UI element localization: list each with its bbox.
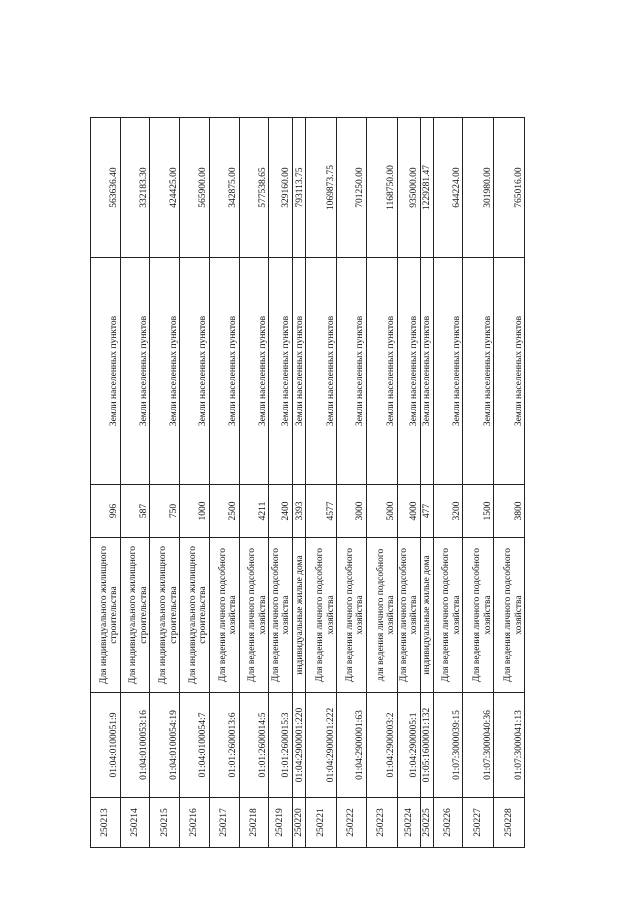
table-row [337,118,367,848]
permitted-use-cell: Для ведения личного подсобного хозяйства [209,538,239,693]
cadastral-number-cell: 01:04:2900001:222 [306,693,337,798]
area-cell: 1000 [180,485,210,538]
cadastral-number-cell: 01:04:2900001:63 [337,693,367,798]
cadastral-value-cell: 301980.00 [463,118,494,258]
row-number-cell: 250215 [150,798,180,848]
cadastral-value-cell: 342875.00 [209,118,239,258]
row-number-cell: 250222 [337,798,367,848]
row-number-cell: 250213 [91,798,121,848]
permitted-use-cell: Для индивидуального жилищного строительства [150,538,180,693]
cadastral-value-cell: 577538.65 [239,118,269,258]
table-body [91,118,525,848]
area-cell: 3393 [292,485,306,538]
cadastral-value-cell: 765016.00 [494,118,525,258]
table-row [292,118,306,848]
row-number-cell: 250220 [292,798,306,848]
row-number-cell: 250221 [306,798,337,848]
row-number-cell: 250223 [366,798,397,848]
cadastral-number-cell: 01:04:2900001:220 [292,693,306,798]
permitted-use-cell: для ведения личного подсобного хозяйства [366,538,397,693]
cadastral-number-cell: 01:04:0100054:19 [150,693,180,798]
land-category-cell: Земли населенных пунктов [150,258,180,485]
permitted-use-cell: Для ведения личного подсобного хозяйства [269,538,292,693]
table-row [433,118,463,848]
table-row [150,118,180,848]
row-number-cell: 250227 [463,798,494,848]
cadastral-value-cell: 1229281.47 [420,118,433,258]
row-number-cell: 250217 [209,798,239,848]
table-row [366,118,397,848]
table-row [420,118,433,848]
table-row [306,118,337,848]
cadastral-value-cell: 1168750.00 [366,118,397,258]
permitted-use-cell: Для индивидуального жилищного строительства [120,538,150,693]
row-number-cell: 250224 [397,798,420,848]
table-row [269,118,292,848]
cadastral-number-cell: 01:07:3000039:15 [433,693,463,798]
permitted-use-cell: Для ведения личного подсобного хозяйства [463,538,494,693]
row-number-cell: 250226 [433,798,463,848]
area-cell: 4211 [239,485,269,538]
area-cell: 1500 [463,485,494,538]
cadastral-number-cell: 01:07:3000041:13 [494,693,525,798]
cadastral-number-cell: 01:04:0100054:7 [180,693,210,798]
table-row [91,118,121,848]
land-category-cell: Земли населенных пунктов [337,258,367,485]
land-category-cell: Земли населенных пунктов [209,258,239,485]
permitted-use-cell: Для ведения личного подсобного хозяйства [306,538,337,693]
land-plots-table [90,117,525,848]
row-number-cell: 250228 [494,798,525,848]
cadastral-value-cell: 935000.00 [397,118,420,258]
area-cell: 3000 [337,485,367,538]
land-category-cell: Земли населенных пунктов [306,258,337,485]
area-cell: 996 [91,485,121,538]
cadastral-number-cell: 01:01:2600013:6 [209,693,239,798]
land-category-cell: Земли населенных пунктов [494,258,525,485]
cadastral-value-cell: 701250.00 [337,118,367,258]
permitted-use-cell: Для ведения личного подсобного хозяйства [337,538,367,693]
land-category-cell: Земли населенных пунктов [366,258,397,485]
row-number-cell: 250216 [180,798,210,848]
permitted-use-cell: Для индивидуального жилищного строительства [91,538,121,693]
land-category-cell: Земли населенных пунктов [180,258,210,485]
area-cell: 4577 [306,485,337,538]
cadastral-value-cell: 565900.00 [180,118,210,258]
cadastral-value-cell: 644224.00 [433,118,463,258]
cadastral-value-cell: 1069873.75 [306,118,337,258]
cadastral-number-cell: 01:07:3000040:36 [463,693,494,798]
permitted-use-cell: Для индивидуального жилищного строительства [180,538,210,693]
land-category-cell: Земли населенных пунктов [292,258,306,485]
row-number-cell: 250218 [239,798,269,848]
permitted-use-cell: Для ведения личного подсобного хозяйства [494,538,525,693]
area-cell: 3800 [494,485,525,538]
cadastral-number-cell: 01:04:0100051:9 [91,693,121,798]
permitted-use-cell: Для ведения личного подсобного хозяйства [397,538,420,693]
area-cell: 5000 [366,485,397,538]
cadastral-number-cell: 01:04:2900005:1 [397,693,420,798]
land-category-cell: Земли населенных пунктов [269,258,292,485]
land-category-cell: Земли населенных пунктов [420,258,433,485]
table-row [463,118,494,848]
area-cell: 4000 [397,485,420,538]
row-number-cell: 250225 [420,798,433,848]
land-category-cell: Земли населенных пунктов [91,258,121,485]
area-cell: 2400 [269,485,292,538]
cadastral-value-cell: 563636.40 [91,118,121,258]
table-row [209,118,239,848]
rotated-table-container [90,118,525,848]
table-row [239,118,269,848]
table-row [120,118,150,848]
cadastral-number-cell: 01:05:1600001:132 [420,693,433,798]
table-row [494,118,525,848]
area-cell: 477 [420,485,433,538]
cadastral-value-cell: 329160.00 [269,118,292,258]
land-category-cell: Земли населенных пунктов [239,258,269,485]
land-category-cell: Земли населенных пунктов [433,258,463,485]
land-category-cell: Земли населенных пунктов [397,258,420,485]
permitted-use-cell: индивидуальные жилые дома [420,538,433,693]
cadastral-value-cell: 793113.75 [292,118,306,258]
land-category-cell: Земли населенных пунктов [463,258,494,485]
land-category-cell: Земли населенных пунктов [120,258,150,485]
table-row [180,118,210,848]
cadastral-number-cell: 01:04:0100053:16 [120,693,150,798]
area-cell: 750 [150,485,180,538]
area-cell: 2500 [209,485,239,538]
area-cell: 587 [120,485,150,538]
cadastral-value-cell: 332183.30 [120,118,150,258]
permitted-use-cell: Для ведения личного подсобного хозяйства [239,538,269,693]
row-number-cell: 250214 [120,798,150,848]
row-number-cell: 250219 [269,798,292,848]
area-cell: 3200 [433,485,463,538]
cadastral-value-cell: 424425.00 [150,118,180,258]
cadastral-number-cell: 01:04:2900003:2 [366,693,397,798]
cadastral-number-cell: 01:01:2600014:5 [239,693,269,798]
table-row [397,118,420,848]
permitted-use-cell: индивидуальные жилые дома [292,538,306,693]
cadastral-number-cell: 01:01:2600015:3 [269,693,292,798]
permitted-use-cell: Для ведения личного подсобного хозяйства [433,538,463,693]
